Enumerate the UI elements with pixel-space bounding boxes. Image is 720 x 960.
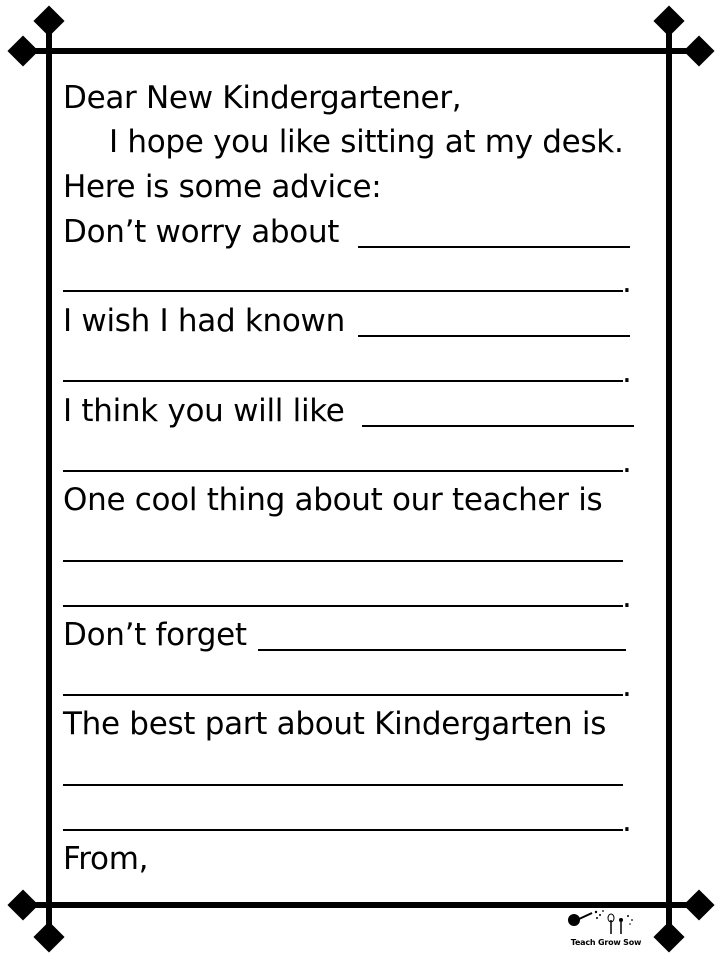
period-wish: . — [622, 354, 632, 390]
blank-line-best-1[interactable] — [63, 784, 623, 786]
greeting: Dear New Kindergartener, — [63, 80, 462, 116]
period-worry: . — [622, 264, 632, 300]
blank-line-like-1[interactable] — [362, 425, 634, 427]
blank-line-forget-2[interactable] — [63, 694, 623, 696]
brand-name: Teach Grow Sow — [570, 938, 642, 947]
brand-logo — [566, 908, 646, 952]
period-best: . — [622, 803, 632, 839]
prompt-teacher: One cool thing about our teacher is — [63, 482, 603, 518]
frame-top-border — [22, 48, 700, 54]
corner-diamond-bottom-left-lower — [33, 921, 64, 952]
blank-line-teacher-2[interactable] — [63, 605, 623, 607]
frame-left-border — [46, 22, 52, 938]
corner-diamond-top-left-lower — [7, 35, 38, 66]
watering-can-icon — [566, 908, 646, 938]
closing: From, — [63, 841, 149, 877]
period-forget: . — [622, 668, 632, 704]
corner-diamond-top-right-upper — [653, 5, 684, 36]
blank-line-best-2[interactable] — [63, 829, 623, 831]
corner-diamond-top-right-lower — [683, 35, 714, 66]
prompt-wish: I wish I had known — [63, 303, 345, 339]
corner-diamond-bottom-left-upper — [7, 889, 38, 920]
blank-line-like-2[interactable] — [63, 470, 623, 472]
prompt-like: I think you will like — [63, 393, 345, 429]
corner-diamond-bottom-right-upper — [683, 889, 714, 920]
blank-line-wish-1[interactable] — [358, 335, 630, 337]
blank-line-teacher-1[interactable] — [63, 560, 623, 562]
corner-diamond-top-left-upper — [33, 5, 64, 36]
frame-right-border — [666, 22, 672, 938]
period-teacher: . — [622, 579, 632, 615]
advice-heading: Here is some advice: — [63, 169, 382, 205]
blank-line-forget-1[interactable] — [258, 649, 626, 651]
prompt-forget: Don’t forget — [63, 617, 247, 653]
blank-line-wish-2[interactable] — [63, 380, 623, 382]
period-like: . — [622, 444, 632, 480]
prompt-best: The best part about Kindergarten is — [63, 706, 607, 742]
intro-sentence: I hope you like sitting at my desk. — [109, 124, 624, 160]
blank-line-worry-1[interactable] — [358, 246, 630, 248]
corner-diamond-bottom-right-lower — [653, 921, 684, 952]
prompt-worry: Don’t worry about — [63, 214, 340, 250]
blank-line-worry-2[interactable] — [63, 290, 623, 292]
